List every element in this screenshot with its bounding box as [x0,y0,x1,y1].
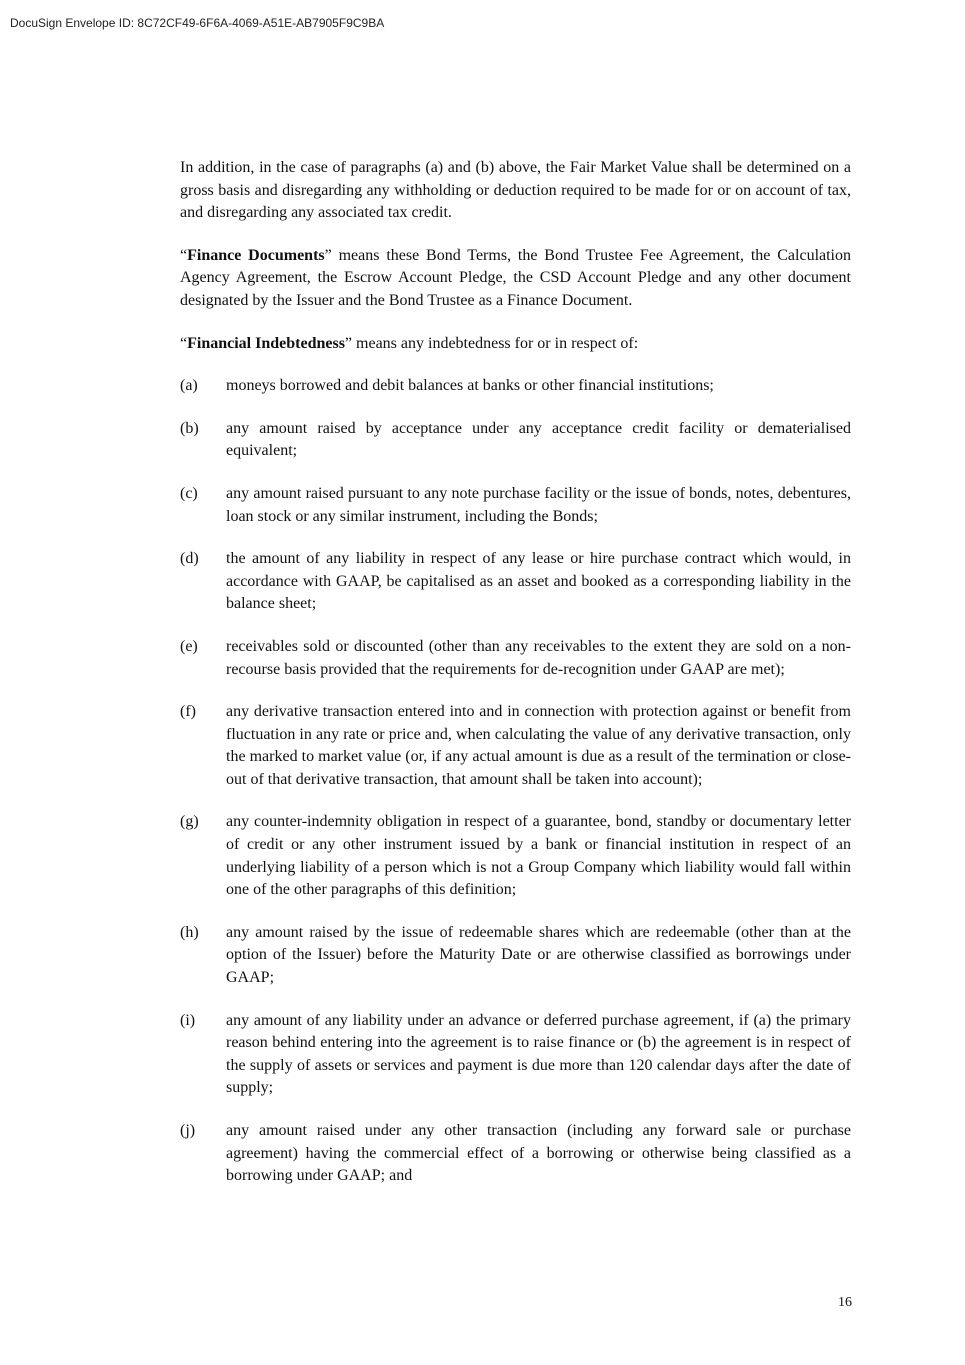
list-item [180,548,851,616]
item-label: (e) [180,637,198,655]
list-item [180,922,851,990]
item-text: moneys borrowed and debit balances at banks or other financial institutions; [226,377,714,395]
list-item [180,811,851,901]
page-number: 16 [838,1295,852,1310]
list-item [180,418,851,463]
item-text: receivables sold or discounted (other than any receivables to the extent they are sold on a non-recourse basis provided that the requirements for de-recognition under GAAP are met); [226,637,851,678]
definition-finance-documents [180,245,851,313]
list-item [180,1010,851,1100]
list-item [180,636,851,681]
item-label: (f) [180,703,196,721]
list-item [180,483,851,528]
definition-financial-indebtedness [180,333,851,356]
item-label: (i) [180,1011,196,1029]
open-quote: “ [180,246,188,264]
item-text: any counter-indemnity obligation in respect of a guarantee, bond, standby or documentary letter of credit or any other instrument issued by a bank or financial institution in respect of an underlying liability of a person which is not a Group Company which liability would fall within one of the other paragraphs of this definition; [226,813,851,899]
item-text: any derivative transaction entered into and in connection with protection against or benefit from fluctuation in any rate or price and, when calculating the value of any derivative transaction, only the marked to market value (or, if any actual amount is due as a result of the termination or close-out of that derivative transaction, that amount shall be taken into account); [226,703,851,788]
list-item [180,1120,851,1188]
item-text: the amount of any liability in respect of any lease or hire purchase contract which would, in accordance with GAAP, be capitalised as an asset and booked as a corresponding liability in the balance sheet; [226,550,851,613]
item-label: (j) [180,1122,196,1139]
item-label: (h) [180,923,199,941]
item-text: any amount raised pursuant to any note purchase facility or the issue of bonds, notes, debentures, loan stock or any similar instrument, including the Bonds; [226,484,851,525]
item-label: (c) [180,484,198,502]
item-text: any amount raised under any other transaction (including any forward sale or purchase agreement) having the commercial effect of a borrowing or otherwise being classified as a borrowing under GAAP; and [226,1122,851,1185]
item-label: (a) [180,377,198,395]
envelope-id: DocuSign Envelope ID: 8C72CF49-6F6A-4069-A51E-AB7905F9C9BA [10,16,385,30]
open-quote: “ [180,334,188,352]
item-label: (b) [180,419,199,437]
defined-term: Financial Indebtedness [187,334,345,352]
document-body [180,157,851,1208]
item-label: (g) [180,813,199,831]
intro-paragraph: In addition, in the case of paragraphs (a) and (b) above, the Fair Market Value shall be determined on a gross basis and disregarding any withholding or deduction required to be made for or on account of tax, and disregarding any associated tax credit. [180,159,851,222]
list-item [180,375,851,398]
definition-text: ” means these Bond Terms, the Bond Trustee Fee Agreement, the Calculation Agency Agreement, the Escrow Account Pledge, the CSD Account Pledge and any other document designated by the Issuer and the Bond Trustee as a Finance Document. [180,246,852,309]
item-label: (d) [180,550,199,568]
item-text: any amount of any liability under an advance or deferred purchase agreement, if (a) the primary reason behind entering into the agreement is to raise finance or (b) the agreement is in respect of the supply of assets or services and payment is due more than 120 calendar days after the date of supply; [226,1011,851,1097]
list-item [180,701,851,791]
definition-text: ” means any indebtedness for or in respect of: [344,334,639,352]
item-text: any amount raised by acceptance under any acceptance credit facility or dematerialised equivalent; [226,419,851,460]
defined-term: Finance Documents [187,246,325,264]
item-text: any amount raised by the issue of redeemable shares which are redeemable (other than at the option of the Issuer) before the Maturity Date or are otherwise classified as borrowings under GAAP; [226,923,851,987]
